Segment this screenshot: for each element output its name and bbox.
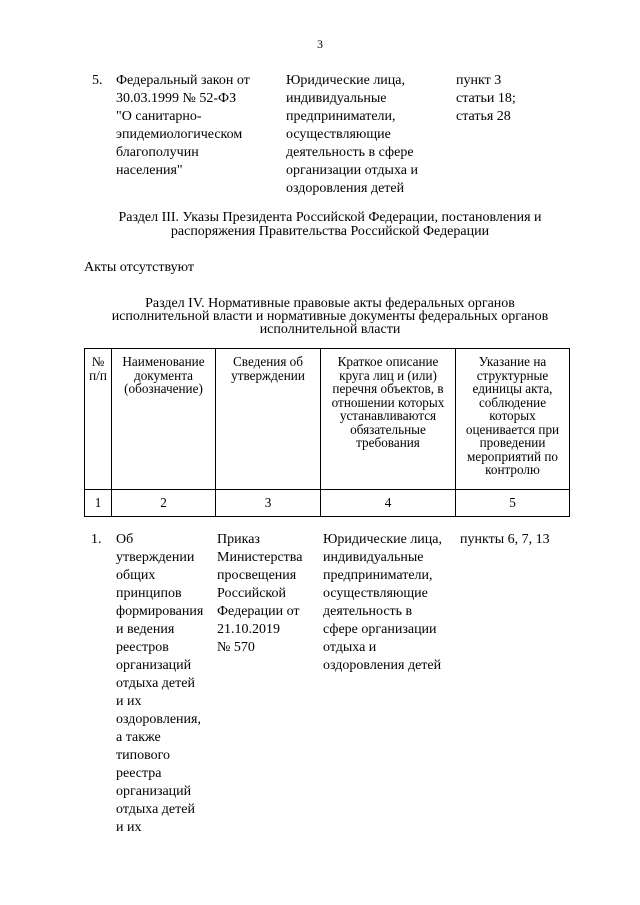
section3-title: Раздел III. Указы Президента Российской Федерации, постановления и распоряжения Правительства Российской Федерации	[118, 210, 542, 239]
column-number: 3	[216, 490, 321, 517]
header-col-approval: Сведения об утверждении	[216, 349, 321, 490]
row1-approval: Приказ Министерства просвещения Российской Федерации от 21.10.2019 № 570	[217, 532, 303, 655]
requirements-table-header	[84, 348, 570, 517]
row1-document-name: Об утверждении общих принципов формирования и ведения реестров организаций отдыха детей и их оздоровления, а также типового реестра организаций отдыха детей и их	[116, 532, 204, 835]
row1-subjects: Юридические лица, индивидуальные предприниматели, осуществляющие деятельность в сфере организации отдыха и оздоровления детей	[323, 532, 443, 673]
section4-title: Раздел IV. Нормативные правовые акты федеральных органов исполнительной власти и нормативные документы федеральных органов исполнительной власти	[111, 296, 549, 337]
item5-subjects: Юридические лица, индивидуальные предприниматели, осуществляющие деятельность в сфере организации отдыха и оздоровления детей	[286, 73, 418, 196]
item5-points: пункт 3 статьи 18; статья 28	[456, 73, 516, 124]
page-number: 3	[317, 37, 323, 51]
header-col-name: Наименование документа (обозначение)	[112, 349, 216, 490]
header-col-points: Указание на структурные единицы акта, соблюдение которых оценивается при проведении мероприятий по контролю	[456, 349, 570, 490]
row1-points: пункты 6, 7, 13	[460, 532, 550, 547]
section3-absent-note: Акты отсутствуют	[84, 260, 195, 275]
item5-law: Федеральный закон от 30.03.1999 № 52-ФЗ "О санитарно- эпидемиологическом благополучин населения"	[116, 73, 250, 178]
item5-number: 5.	[92, 73, 103, 88]
header-col-subjects: Краткое описание круга лиц и (или) перечня объектов, в отношении которых устанавливаются обязательные требования	[321, 349, 456, 490]
column-number: 2	[112, 490, 216, 517]
column-number: 5	[456, 490, 570, 517]
column-number: 4	[321, 490, 456, 517]
column-number: 1	[85, 490, 112, 517]
table-column-numbers-row	[85, 490, 570, 517]
row1-number: 1.	[91, 532, 102, 547]
header-col-num: № п/п	[85, 349, 112, 490]
table-header-row	[85, 349, 570, 490]
